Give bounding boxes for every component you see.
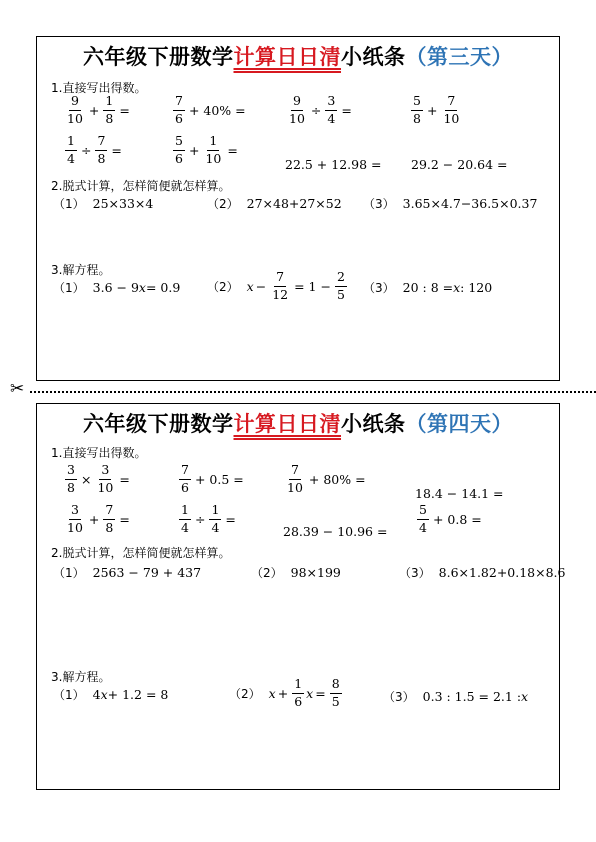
variable: x <box>306 685 314 701</box>
fraction <box>203 135 223 165</box>
fraction <box>417 504 429 534</box>
numerator: 7 <box>179 464 191 480</box>
denominator: 6 <box>294 693 303 709</box>
denominator: 8 <box>67 479 75 495</box>
numerator: 9 <box>69 95 81 111</box>
denominator: 4 <box>211 519 220 535</box>
oral-problem: 29.2 − 20.64 = <box>411 157 508 172</box>
fraction <box>330 678 342 708</box>
calc-problem <box>53 195 153 212</box>
numerator: 1 <box>103 95 115 111</box>
equation-part: : 120 <box>460 280 493 295</box>
denominator: 12 <box>272 286 289 302</box>
problem-label: （2） <box>207 279 239 294</box>
denominator: 4 <box>419 519 427 535</box>
oral-problem <box>177 464 246 494</box>
problem-label: （1） <box>53 566 85 580</box>
equation-part: = <box>315 685 326 701</box>
fraction <box>65 95 85 125</box>
variable: x <box>138 280 146 295</box>
title-suffix: 小纸条 <box>341 412 406 436</box>
variable: x <box>100 687 108 702</box>
operator: + <box>188 142 200 158</box>
problem-label: （3） <box>363 197 395 211</box>
denominator: 6 <box>181 479 189 495</box>
fraction <box>173 135 185 165</box>
equals: = <box>119 511 130 527</box>
equation-part: = 1 − <box>294 278 331 294</box>
operator: + <box>277 685 289 701</box>
oral-problem <box>63 135 124 165</box>
operator: ÷ <box>80 142 92 158</box>
numerator: 7 <box>289 464 301 480</box>
equation-part: 0.3 : 1.5 = 2.1 : <box>422 689 522 704</box>
problem-label: （2） <box>207 197 239 211</box>
oral-problem <box>171 135 240 165</box>
denominator: 8 <box>105 110 114 126</box>
operator: − <box>255 278 267 294</box>
section-equation-heading: 3.解方程。 <box>51 263 111 277</box>
problem-label: （3） <box>363 281 395 295</box>
oral-problem <box>285 95 354 125</box>
problem-expression: 27×48+27×52 <box>246 196 342 211</box>
oral-problem <box>171 95 248 125</box>
fraction <box>411 95 423 125</box>
worksheet-day-3 <box>36 36 560 381</box>
cut-line <box>30 391 596 393</box>
numerator: 9 <box>291 95 303 111</box>
fraction <box>173 95 185 125</box>
expression-rest: + 0.5 = <box>194 471 244 487</box>
problem-expression: 3.65×4.7−36.5×0.37 <box>402 196 538 211</box>
fraction <box>292 678 304 708</box>
fraction <box>285 464 305 494</box>
denominator: 4 <box>327 110 336 126</box>
expression-rest: + 0.8 = <box>432 511 482 527</box>
denominator: 8 <box>105 519 114 535</box>
fraction <box>179 504 191 534</box>
numerator: 3 <box>99 464 111 480</box>
numerator: 1 <box>179 504 191 520</box>
fraction <box>65 135 77 165</box>
variable: x <box>246 278 254 294</box>
problem-label: （3） <box>383 690 415 704</box>
oral-problem <box>177 504 238 534</box>
numerator: 8 <box>330 678 342 694</box>
numerator: 1 <box>292 678 304 694</box>
numerator: 3 <box>69 504 81 520</box>
problem-label: （2） <box>229 686 261 701</box>
denominator: 4 <box>67 150 75 166</box>
equation-problem <box>363 279 492 296</box>
variable: x <box>521 689 529 704</box>
fraction <box>287 95 307 125</box>
calc-problem <box>207 195 342 212</box>
fraction <box>95 464 115 494</box>
oral-problem <box>63 95 132 125</box>
denominator: 10 <box>97 479 114 495</box>
expression-rest: + 80% = <box>308 471 366 487</box>
numerator: 1 <box>207 135 219 151</box>
denominator: 4 <box>181 519 189 535</box>
problem-label: （1） <box>53 688 85 702</box>
equals: = <box>227 142 238 158</box>
fraction <box>65 464 77 494</box>
denominator: 10 <box>205 150 222 166</box>
equals: = <box>111 142 122 158</box>
oral-problem <box>63 464 132 494</box>
calc-problem <box>53 564 201 581</box>
denominator: 8 <box>97 150 106 166</box>
denominator: 8 <box>413 110 421 126</box>
operator: + <box>88 511 100 527</box>
fraction <box>335 271 347 301</box>
equation-part: = 0.9 <box>145 280 181 295</box>
title-highlight: 计算日日清 <box>233 45 341 69</box>
fraction <box>65 504 85 534</box>
title-highlight: 计算日日清 <box>233 412 341 436</box>
numerator: 1 <box>65 135 77 151</box>
problem-label: （1） <box>53 197 85 211</box>
problem-label: （2） <box>251 566 283 580</box>
numerator: 7 <box>274 271 286 287</box>
equation-problem <box>207 271 349 301</box>
operator: + <box>426 102 438 118</box>
problem-label: （3） <box>399 566 431 580</box>
equals: = <box>119 102 130 118</box>
equation-part: 20 : 8 = <box>402 280 454 295</box>
fraction <box>95 135 107 165</box>
fraction <box>103 504 115 534</box>
equation-part: 4 <box>92 687 101 702</box>
worksheet-title <box>37 41 559 71</box>
numerator: 5 <box>417 504 429 520</box>
operator: ÷ <box>194 511 206 527</box>
numerator: 3 <box>325 95 337 111</box>
numerator: 3 <box>65 464 77 480</box>
fraction <box>179 464 191 494</box>
worksheet-title <box>37 408 559 438</box>
equals: = <box>225 511 236 527</box>
calc-problem <box>399 564 565 581</box>
equation-problem <box>383 688 528 705</box>
problem-expression: 98×199 <box>290 565 341 580</box>
oral-problem <box>409 95 463 125</box>
equation-problem <box>229 678 344 708</box>
title-day: （第三天） <box>405 44 513 69</box>
section-oral-heading: 1.直接写出得数。 <box>51 81 147 95</box>
section-equation-heading: 3.解方程。 <box>51 670 111 684</box>
problem-label: （1） <box>53 281 85 295</box>
fraction <box>325 95 337 125</box>
operator: + <box>88 102 100 118</box>
variable: x <box>453 280 461 295</box>
operator: × <box>80 471 92 487</box>
expression-rest: + 40% = <box>188 102 246 118</box>
section-calc-heading: 2.脱式计算，怎样简便就怎样算。 <box>51 179 231 193</box>
denominator: 10 <box>67 519 83 535</box>
calc-problem <box>251 564 341 581</box>
section-oral-heading: 1.直接写出得数。 <box>51 446 147 460</box>
title-prefix: 六年级下册数学 <box>83 412 234 436</box>
numerator: 1 <box>209 504 221 520</box>
fraction <box>441 95 461 125</box>
variable: x <box>268 685 276 701</box>
numerator: 5 <box>173 135 185 151</box>
problem-expression: 25×33×4 <box>92 196 154 211</box>
equals: = <box>341 102 352 118</box>
operator: ÷ <box>310 102 322 118</box>
oral-problem: 28.39 − 10.96 = <box>283 524 388 539</box>
title-prefix: 六年级下册数学 <box>83 45 234 69</box>
numerator: 7 <box>173 95 185 111</box>
denominator: 10 <box>287 479 303 495</box>
equals: = <box>119 471 130 487</box>
title-suffix: 小纸条 <box>341 45 406 69</box>
calc-problem <box>363 195 537 212</box>
denominator: 10 <box>289 110 305 126</box>
numerator: 7 <box>95 135 107 151</box>
numerator: 2 <box>335 271 347 287</box>
equation-problem <box>53 686 168 703</box>
numerator: 7 <box>445 95 457 111</box>
oral-problem <box>283 464 368 494</box>
denominator: 5 <box>331 693 340 709</box>
problem-expression: 2563 − 79 + 437 <box>92 565 202 580</box>
oral-problem: 18.4 − 14.1 = <box>415 486 504 501</box>
problem-expression: 8.6×1.82+0.18×8.6 <box>438 565 566 580</box>
equation-part: 3.6 − 9 <box>92 280 139 295</box>
denominator: 6 <box>175 150 183 166</box>
numerator: 5 <box>411 95 423 111</box>
oral-problem <box>63 504 132 534</box>
title-day: （第四天） <box>405 411 513 436</box>
worksheet-day-4 <box>36 403 566 790</box>
equation-problem <box>53 279 180 296</box>
numerator: 7 <box>103 504 115 520</box>
equation-part: + 1.2 = 8 <box>107 687 169 702</box>
oral-problem <box>415 504 484 534</box>
oral-problem: 22.5 + 12.98 = <box>285 157 382 172</box>
section-calc-heading: 2.脱式计算，怎样简便就怎样算。 <box>51 546 231 560</box>
fraction <box>270 271 290 301</box>
denominator: 5 <box>336 286 345 302</box>
fraction <box>103 95 115 125</box>
denominator: 6 <box>175 110 183 126</box>
denominator: 10 <box>443 110 460 126</box>
denominator: 10 <box>67 110 83 126</box>
scissors-icon: ✂ <box>10 379 25 399</box>
fraction <box>209 504 221 534</box>
